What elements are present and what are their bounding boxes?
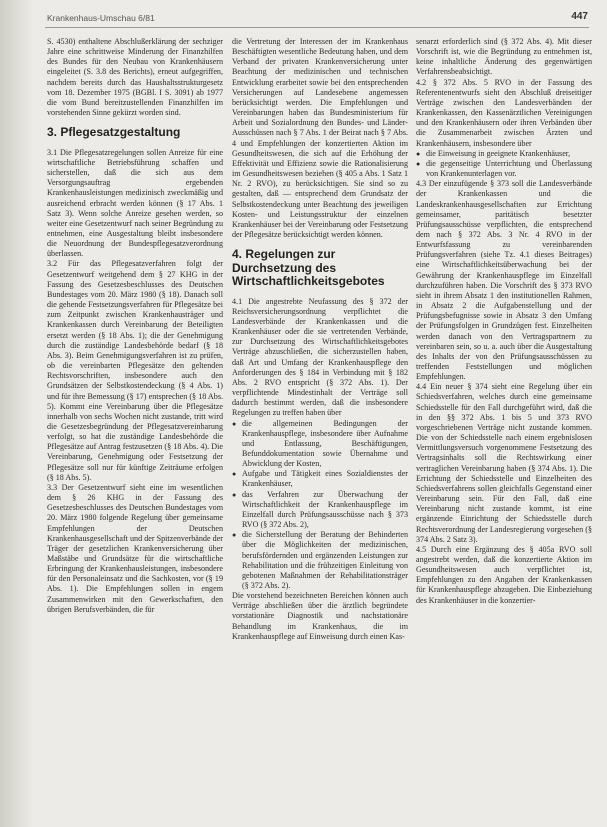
section-heading-3: 3. Pflegesatzgestaltung bbox=[47, 125, 181, 140]
list-item: ● Aufgabe und Tätigkeit eines Sozialdienstes der Krankenhäuser, bbox=[232, 469, 408, 489]
section-heading-4: 4. Regelungen zur Durchsetzung des Wirtschaftlichkeitsgebotes bbox=[232, 247, 385, 289]
paragraph-continued: die Vertretung der Interessen der im Krankenhaus Beschäftigten wesentliche Bedeutung haben, und dem Verband der privaten Krankenversicherung unter Beachtung der medizinischen und technischen Entwicklung erarbeitet sowie bei den entsprechenden Versicherungen auf Landesebene angemessen berücksichtigt werden. Die Empfehlungen und Vereinbarungen haben das Bundesministerium für Arbeit und Sozialordnung den Bundes- und Länder-Ausschüssen nach § 7 Abs. 1 der Beirat nach § 7 Abs. 4 und Empfehlungen der konzertierten Aktion im Gesundheitswesen, die sich auf die Erhöhung der Effektivität und Effizienz sowie die Rationalisierung im Gesundheitswesen beziehen (§ 405 a Abs. 1 Satz 1 Nr. 2 RVO), zu berücksichtigen. Sie sind so zu gestalten, daß — entsprechend dem Grundsatz der Selbstkostendeckung unter Beachtung des jeweiligen Kosten- und Leistungsstruktur der einzelnen Krankenhäuser bei der Vereinbarung oder Festsetzung der Pflegesätze berücksichtigt werden können. bbox=[232, 37, 408, 239]
paragraph-4-4: 4.4 Ein neuer § 374 sieht eine Regelung über ein Schiedsverfahren, welches durch eine gemeinsame Schiedsstelle für den Fall durchgeführt wird, daß die in den §§ 372 Abs. 1 bis 5 und 373 RVO vorgeschriebenen Verträge nicht zustande kommen. Die von der Schiedsstelle nach einem ergebnislosen Vermittlungsversuch vorgenommene Festsetzung des Vertragsinhalts soll die Rechtswirkung einer vertraglichen Vereinbarung haben (§ 374 Abs. 1). Die Errichtung der Schiedsstelle und Einzelheiten des Schiedsverfahrens sollen gleichfalls Gegenstand einer Vereinbarung sein. Für den Fall, daß eine Vereinbarung nicht zustande kommt, ist eine ergänzende Einrichtung der Schiedsstelle durch Rechtsverordnung der Landesregierung vorgesehen (§ 374 Abs. 2 Satz 3). bbox=[416, 382, 592, 544]
book-spine-shadow bbox=[0, 0, 34, 827]
paragraph-3-3: 3.3 Der Gesetzentwurf sieht eine im wesentlichen dem § 26 KHG in der Fassung des Gesetzesbeschlusses des Deutschen Bundestages vom 20. März 1980 folgende Regelung über gemeinsame Empfehlungen der Deutschen Krankenhausgesellschaft und der Spitzenverbände der Träger der gesetzlichen Krankenversicherung über Maßstäbe und Grundsätze für die wirtschaftliche Erbringung der Krankenhausleistungen, insbesondere für den Personaleinsatz und die Sachkosten, vor (§ 19 Abs. 1). Die Empfehlungen sollen in engem Zusammenwirken mit den Gewerkschaften, den übrigen Berufsverbänden, die für bbox=[47, 482, 223, 614]
list-item: ● das Verfahren zur Überwachung der Wirtschaftlichkeit der Krankenhauspflege im Einzelfall durch Prüfungsausschüsse nach § 373 RVO (§ 372 Abs. 2), bbox=[232, 490, 408, 531]
paragraph-3-2: 3.2 Für das Pflegesatzverfahren folgt der Gesetzentwurf weitgehend dem § 27 KHG in der Fassung des Gesetzesbeschlusses des Deutschen Bundestages vom 20. März 1980 (§ 18). Danach soll die gehende Festsetzungsverfahren für Pflegesätze bei zum Zeitpunkt zwischen Krankenhausträger und Krankenkassen durch Vereinbarung der Beteiligten ersetzt werden (§ 18 Abs. 1); die der Genehmigung durch die zuständige Landesbehörde bedarf (§ 18 Abs. 3). Beim Genehmigungsverfahren ist zu prüfen, ob die vereinbarten Pflegesätze den geltenden Rechtsvorschriften, insbesondere auch den Grundsätzen der Selbstkostendeckung (§ 4 Abs. 1) und für ihre Bemessung (§ 17) entsprechen (§ 18 Abs. 5). Kommt eine Vereinbarung über die Pflegesätze innerhalb von sechs Wochen nicht zustande, tritt wird die Gesetzesbegründung der Pflegesatzvereinbarung verfolgt, so hat die zuständige Landesbehörde die Pflegesätze auf Antrag festzusetzen (§ 18 Abs. 4). Die Vereinbarung, Genehmigung oder Festsetzung der Pflegesätze soll nur für künftige Zeiträume erfolgen (§ 18 Abs. 5). bbox=[47, 259, 223, 482]
paragraph-contracts: Die vorstehend bezeichneten Bereichen können auch Verträge abschließen über die ärztlich begründete vorstationäre Diagnostik und nachstationäre Behandlung im Krankenhaus, die im Krankenhauspflege auf Einweisung durch einen Kas- bbox=[232, 591, 408, 641]
paragraph-intro: S. 4530) enthaltene Abschlußerklärung der sechziger Jahre eine schrittweise Minderung der Finanzhilfen des Bundes für den Neubau von Krankenhäusern eingeleitet (S. 3.8 des Berichts), erneut aufgegriffen, nachdem bereits durch das Haushaltsstrukturgesetz vom 18. Dezember 1975 (BGBl. I S. 3091) ab 1977 die vom Bund bereitzustellenden Finanzhilfen im vorstehenden Sinne gekürzt worden sind. bbox=[47, 37, 223, 118]
header-rule bbox=[45, 27, 589, 28]
list-item: ● die gegenseitige Unterrichtung und Überlassung von Krankenunterlagen vor. bbox=[416, 159, 592, 179]
paragraph-4-2: 4.2 § 372 Abs. 5 RVO in der Fassung des Referentenentwurfs sieht den Abschluß dreiseitiger Verträge zwischen den Landesverbänden der Krankenkassen, den Kassenärztlichen Vereinigungen und den Krankenhäusern oder ihren Verbänden über die Zusammenarbeit zwischen Ärzten und Krankenhäusern, insbesondere über bbox=[416, 77, 592, 148]
list-item: ● die Einweisung in geeignete Krankenhäuser, bbox=[416, 149, 592, 159]
column-middle bbox=[232, 37, 408, 642]
bullet-list bbox=[232, 419, 408, 592]
paragraph-4-3: 4.3 Der einzufügende § 373 soll die Landesverbände der Krankenkassen und die Landeskrankenhausgesellschaften zur Errichtung gemeinsamer, paritätisch besetzter Prüfungsausschüsse verpflichten, die entsprechend dem nach § 372 Abs. 3 Nr. 4 RVO in der Entwurfsfassung zu vereinbarenden Prüfungsverfahren (siehe Tz. 4.1 dieses Beitrages) eine Wirtschaftlichkeitsüberwachung bei der Gewährung der Krankenhauspflege im Einzelfall durchzuführen haben. Die Vorschrift des § 373 RVO sieht in ihrem Absatz 1 den institutionellen Rahmen, in Absatz 2 die Aufgabenstellung und der Prüfungsbefugnisse sowie in Absatz 3 den Umfang der Prüfungsfolgen in Grundzügen fest. Einzelheiten werden danach von den Vertragspartnern zu vereinbaren sein, so u. a. auch über die Ausgestaltung des Inhalts der von den Prüfungsausschüssen zu treffenden Feststellungen und möglichen Empfehlungen. bbox=[416, 179, 592, 382]
bullet-list bbox=[416, 149, 592, 179]
paragraph-continued: senarzt erforderlich sind (§ 372 Abs. 4). Mit dieser Vorschrift ist, wie die Begründung zu entnehmen ist, keine inhaltliche Änderung des gegenwärtigen Verfahrensbeabsichtigt. bbox=[416, 37, 592, 77]
column-left bbox=[47, 37, 223, 615]
page-number: 447 bbox=[571, 11, 588, 22]
paragraph-4-1: 4.1 Die angestrebte Neufassung des § 372 der Reichsversicherungsordnung verpflichtet die Landesverbände der Krankenkassen und die Krankenhäuser oder die sie vertretenden Verbände, zur Durchsetzung des Wirtschaftlichkeitsgebotes Verträge abzuschließen, die sicherzustellen haben, daß Art und Umfang der Krankenhauspflege den Anforderungen des § 184 in Verbindung mit § 182 Abs. 2 RVO entspricht (§ 372 Abs. 1). Der verpflichtende Mindestinhalt der Verträge soll dadurch bestimmt werden, daß die insbesondere Regelungen zu treffen haben über bbox=[232, 296, 408, 418]
paragraph-4-5: 4.5 Durch eine Ergänzung des § 405a RVO soll angestrebt werden, daß die konzertierte Aktion im Gesundheitswesen auch verpflichtet ist, Empfehlungen zu den Angaben der Krankenkassen für Krankenhauspflege abzugeben. Die Einbeziehung des Krankenhäuser in die konzertier- bbox=[416, 544, 592, 605]
paragraph-3-1: 3.1 Die Pflegesatzregelungen sollen Anreize für eine wirtschaftliche Betriebsführung schaffen und sicherstellen, daß die sich aus dem Versorgungsauftrag ergebenden Krankenhausleistungen medizinisch zweckmäßig und ausreichend erbracht werden können (§ 17 Abs. 1 Satz 3). Wenn solche Anreize gesehen werden, so weiter eine Gesetzentwurf nach seiner Begründung zu entnehmen, eine Ausgestaltung bleibt insbesondere die Neuordnung der Bundespflegesatzverordnung überlassen. bbox=[47, 147, 223, 259]
running-title: Krankenhaus-Umschau 6/81 bbox=[47, 13, 155, 23]
list-item: ● die Sicherstellung der Beratung der Behinderten über die Möglichkeiten der medizinischen, berufsfördernden und ergänzenden Leistungen zur Rehabilitation und die frühzeitigen Einleitung von gebotenen Maßnahmen der Rehabilitationsträger (§ 372 Abs. 2). bbox=[232, 530, 408, 591]
column-right bbox=[416, 37, 592, 606]
list-item: ● die allgemeinen Bedingungen der Krankenhauspflege, insbesondere über Aufnahme und Entlassung, Beschäftigungen, Befunddokumentation sowie Übernahme und Abwicklung der Kosten, bbox=[232, 419, 408, 470]
